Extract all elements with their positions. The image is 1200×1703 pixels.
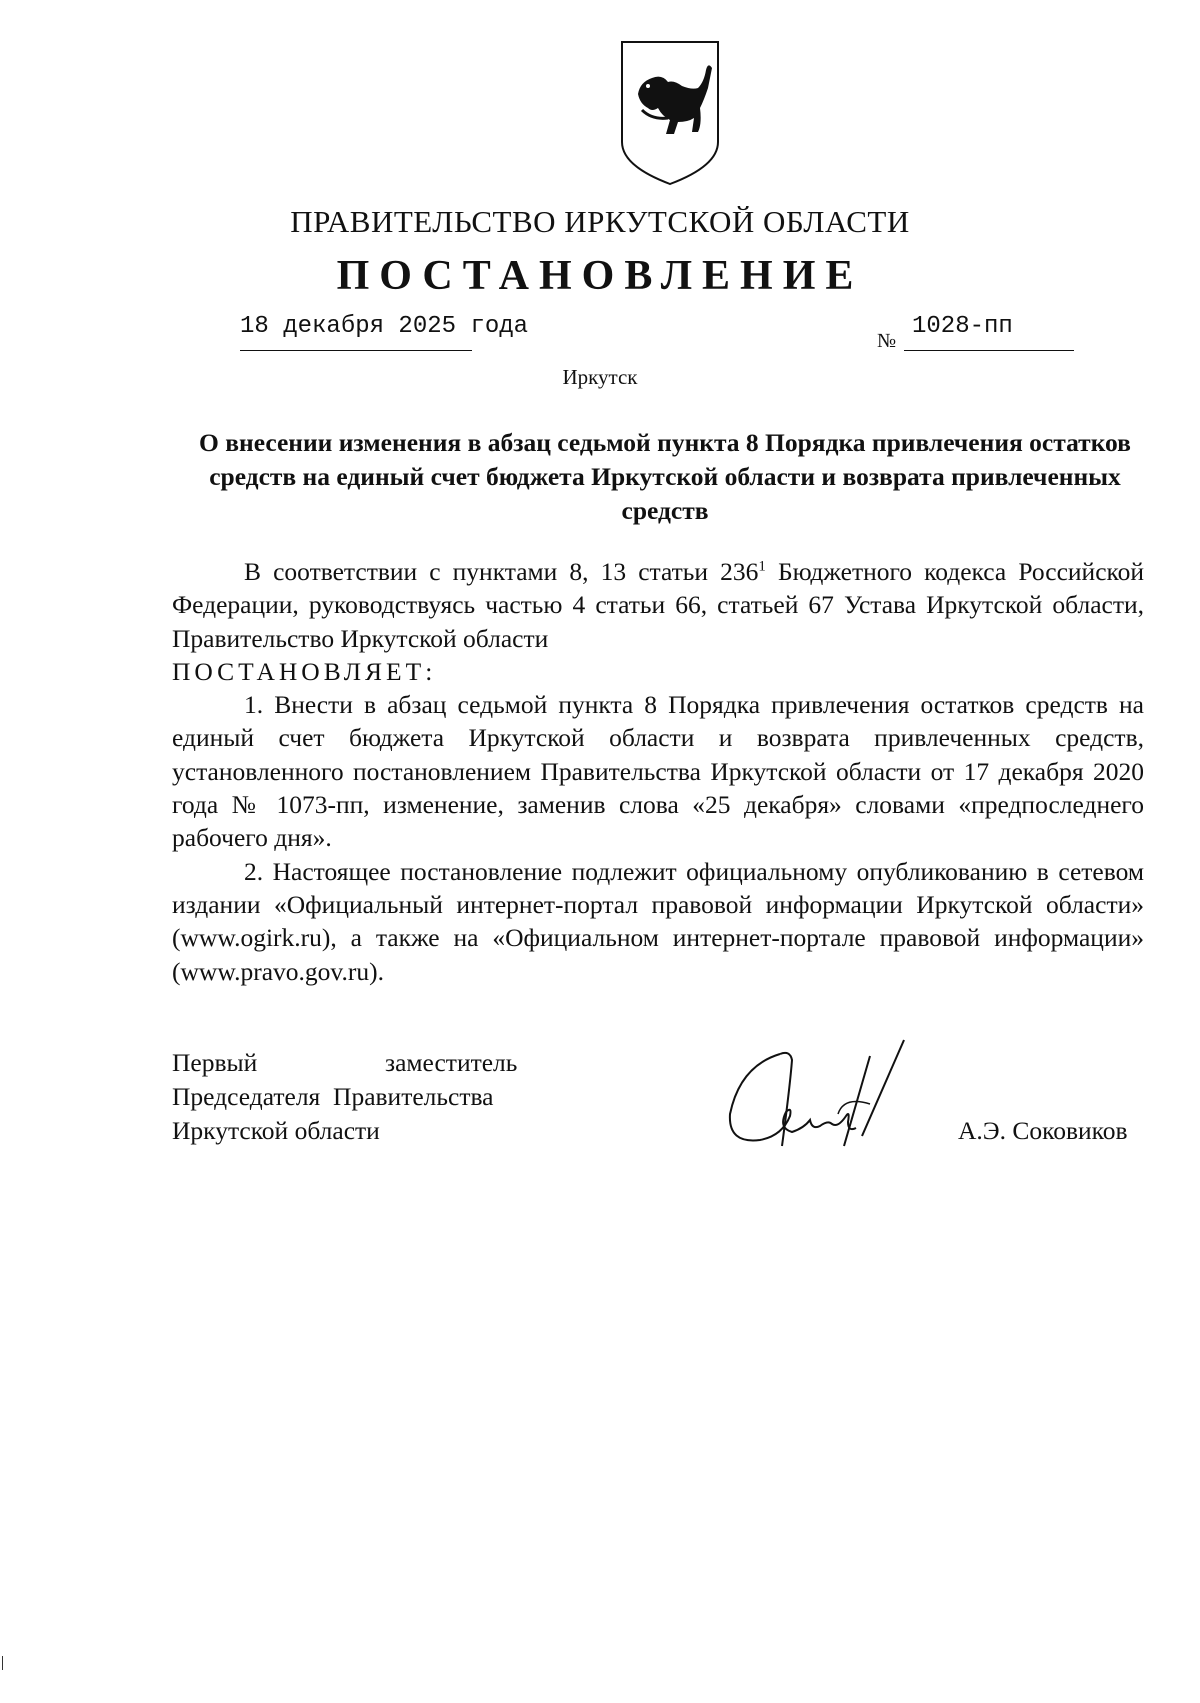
signer-name: А.Э. Соковиков <box>958 1116 1128 1145</box>
preamble-superscript: 1 <box>758 558 766 575</box>
signer-position-line-1 <box>172 1048 518 1082</box>
document-title: О внесении изменения в абзац седьмой пункта 8 Порядка привлечения остатков средств на единый счет бюджета Иркутской области и возврата привлеченных средств <box>199 428 1131 525</box>
document-number: 1028-пп <box>912 313 1013 340</box>
organization-name: ПРАВИТЕЛЬСТВО ИРКУТСКОЙ ОБЛАСТИ <box>290 204 910 239</box>
signature-icon <box>720 1036 940 1166</box>
item-2-paragraph: 2. Настоящее постановление подлежит официальному опубликованию в сетевом издании «Официальный интернет-портал правовой информации Иркутской области» (www.ogirk.ru), а также на «Официальном интернет-портале правовой информации» (www.pravo.gov.ru). <box>172 856 1144 986</box>
item-1-paragraph: 1. Внести в абзац седьмой пункта 8 Порядка привлечения остатков средств на единый счет бюджета Иркутской области и возврата привлеченных средств, установленного постановлением Правительства Иркутской области от 17 декабря 2020 года № 1073-пп, изменение, заменив слова «25 декабря» словами «предпоследнего рабочего дня». <box>172 690 1144 853</box>
preamble-text-start: В соответствии с пунктами 8, 13 статьи 236 <box>244 557 759 586</box>
number-sign: № <box>877 330 897 352</box>
page-margin-mark <box>2 1656 3 1670</box>
document-type: ПОСТАНОВЛЕНИЕ <box>336 253 864 299</box>
date-underline <box>240 350 472 351</box>
position-word-deputy: заместитель <box>385 1048 518 1077</box>
signer-position-line-2: Председателя Правительства <box>172 1082 494 1111</box>
city-name: Иркутск <box>562 365 638 389</box>
document-date: 18 декабря 2025 года <box>240 313 529 340</box>
number-underline <box>904 350 1074 351</box>
signer-position-line-3: Иркутской области <box>172 1116 380 1145</box>
document-body <box>172 555 1144 988</box>
emblem-icon <box>618 38 722 188</box>
position-word-first: Первый <box>172 1048 258 1077</box>
preamble-paragraph <box>172 555 1144 655</box>
decree-word: ПОСТАНОВЛЯЕТ: <box>172 656 437 686</box>
preamble-text-end: Бюджетного кодекса Российской Федерации, руководствуясь частью 4 статьи 66, статьей 67 Устава Иркутской области, Правительство Иркутской области <box>172 557 1145 653</box>
